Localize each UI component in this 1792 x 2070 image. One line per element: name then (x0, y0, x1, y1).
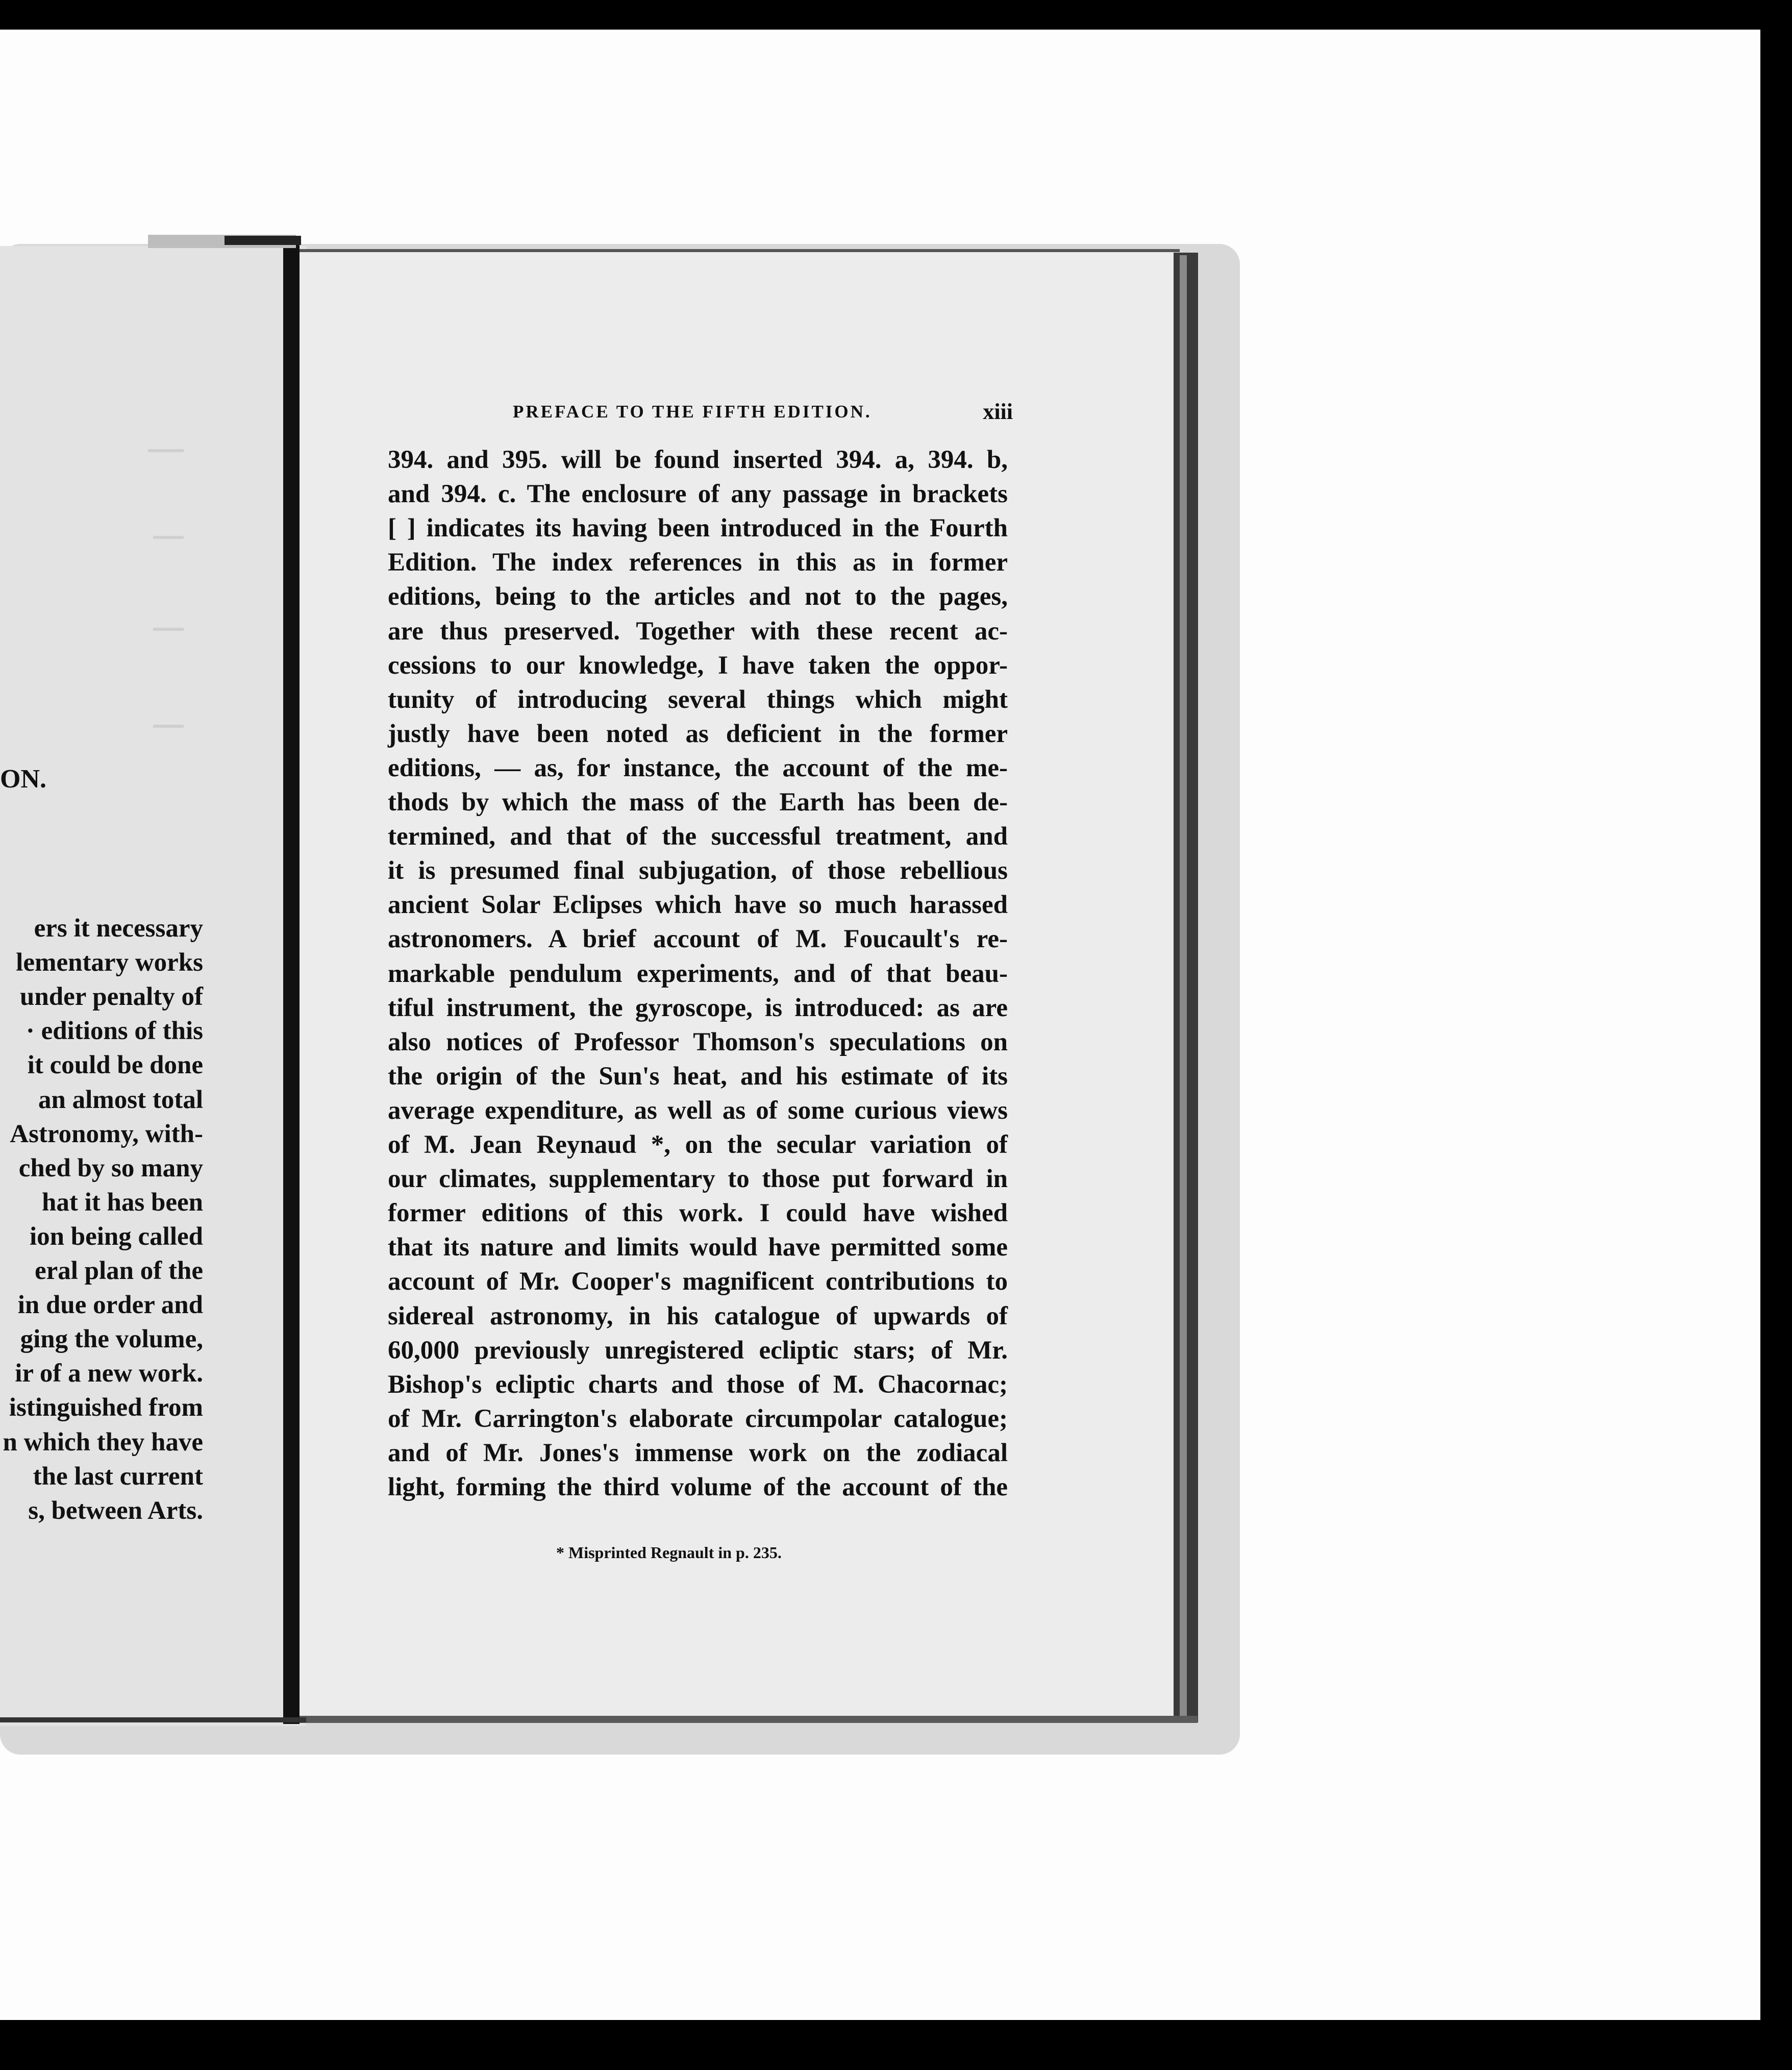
left-text-line: ched by so many (18, 1153, 203, 1182)
left-text-line: ers it necessary (34, 914, 203, 943)
top-edge (300, 249, 1180, 252)
left-text-line: ir of a new work. (15, 1359, 203, 1388)
left-text-line: n which they have (3, 1427, 203, 1457)
text-line: that its nature and limits would have permitted some (388, 1233, 1008, 1262)
left-text-line: Astronomy, with- (10, 1119, 203, 1148)
text-line: tiful instrument, the gyroscope, is introduced: as are (388, 993, 1008, 1022)
text-line: of Mr. Carrington's elaborate circumpolar catalogue; (388, 1404, 1008, 1433)
bottom-edge (300, 1716, 1198, 1723)
text-line: our climates, supplementary to those put forward in (388, 1165, 1008, 1194)
footnote: * Misprinted Regnault in p. 235. (556, 1543, 782, 1562)
text-line: average expenditure, as well as of some curious views (388, 1096, 1008, 1125)
left-text-line: the last current (33, 1462, 203, 1491)
text-line: of M. Jean Reynaud *, on the secular variation of (388, 1130, 1008, 1159)
text-line: [ ] indicates its having been introduced in the Fourth (388, 514, 1008, 543)
fore-edge-highlight (1180, 255, 1187, 1720)
left-text-line: eral plan of the (34, 1256, 203, 1285)
text-line: tunity of introducing several things which might (388, 685, 1008, 714)
text-line: 60,000 previously unregistered ecliptic stars; of Mr. (388, 1336, 1008, 1365)
text-line: 394. and 395. will be found inserted 394. a, 394. b, (388, 446, 1008, 474)
left-text-line: istinguished from (9, 1393, 203, 1422)
left-text-line: lementary works (16, 948, 203, 977)
bottom-binding (0, 1717, 306, 1722)
text-line: and 394. c. The enclosure of any passage in brackets (388, 480, 1008, 509)
text-line: cessions to our knowledge, I have taken the oppor- (388, 651, 1008, 680)
text-line: Bishop's ecliptic charts and those of M. Chacornac; (388, 1370, 1008, 1399)
text-line: editions, being to the articles and not to the pages, (388, 582, 1008, 611)
text-line: ancient Solar Eclipses which have so much harassed (388, 891, 1008, 920)
text-line: light, forming the third volume of the account of the (388, 1473, 1008, 1501)
left-text-line: ion being called (29, 1222, 203, 1251)
left-heading-fragment: ON. (0, 765, 46, 794)
left-text-line: hat it has been (42, 1188, 203, 1217)
text-line: sidereal astronomy, in his catalogue of upwards of (388, 1301, 1008, 1330)
left-text-line: under penalty of (20, 982, 203, 1012)
text-line: account of Mr. Cooper's magnificent contributions to (388, 1267, 1008, 1296)
text-line: markable pendulum experiments, and of that beau- (388, 959, 1008, 988)
left-text-line: ging the volume, (20, 1325, 203, 1354)
text-line: justly have been noted as deficient in the former (388, 719, 1008, 748)
text-line: also notices of Professor Thomson's speculations on (388, 1027, 1008, 1056)
text-line: thods by which the mass of the Earth has been de- (388, 788, 1008, 817)
left-text-line: in due order and (17, 1291, 203, 1320)
text-line: former editions of this work. I could have wished (388, 1199, 1008, 1228)
text-line: and of Mr. Jones's immense work on the zodiacal (388, 1438, 1008, 1467)
text-line: astronomers. A brief account of M. Foucault's re- (388, 925, 1008, 954)
text-line: editions, — as, for instance, the account of the me- (388, 753, 1008, 782)
page-number: xiii (983, 399, 1013, 424)
left-text-line: · editions of this (26, 1017, 203, 1046)
text-line: termined, and that of the successful treatment, and (388, 822, 1008, 851)
left-text-line: s, between Arts. (28, 1496, 203, 1525)
left-text-line: it could be done (27, 1051, 203, 1080)
text-line: the origin of the Sun's heat, and his estimate of its (388, 1062, 1008, 1091)
gutter-strip (283, 239, 300, 1724)
running-head: PREFACE TO THE FIFTH EDITION. (513, 402, 872, 422)
text-line: are thus preserved. Together with these recent ac- (388, 617, 1008, 646)
text-line: it is presumed final subjugation, of those rebellious (388, 856, 1008, 885)
left-text-line: an almost total (38, 1085, 203, 1114)
text-line: Edition. The index references in this as in former (388, 548, 1008, 577)
bookmark-ribbon (225, 236, 301, 245)
